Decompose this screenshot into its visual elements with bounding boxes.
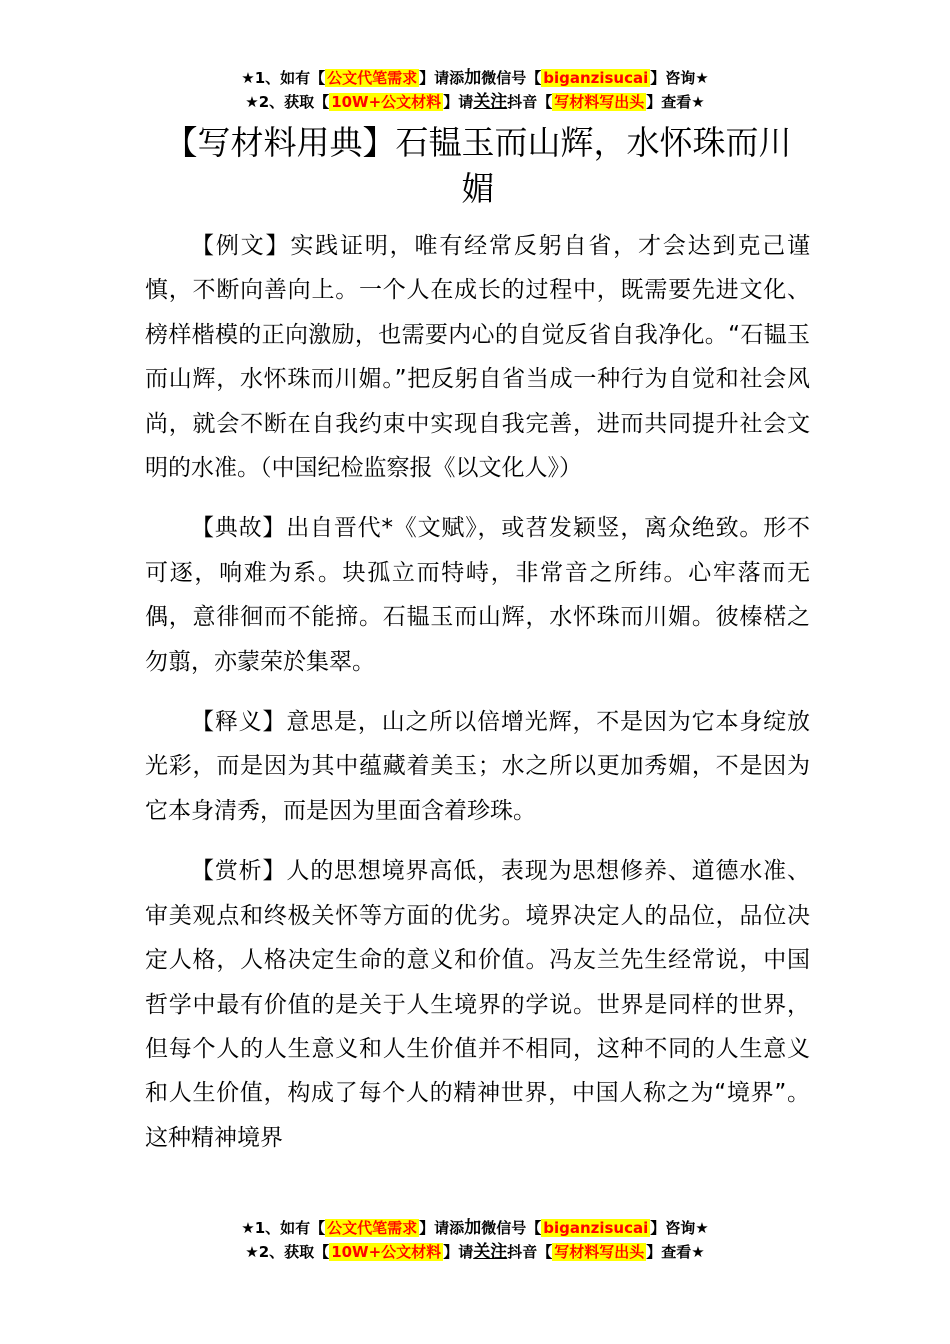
paragraph-meaning: 【释义】意思是，山之所以倍增光辉，不是因为它本身绽放光彩，而是因为其中蕴藏着美玉；水之所以更加秀媚，不是因为它本身清秀，而是因为里面含着珍珠。	[145, 709, 810, 824]
banner-text: 】查看★	[646, 1243, 705, 1261]
banner-highlight: biganzisucai	[543, 1219, 649, 1237]
banner-highlight: biganzisucai	[543, 69, 649, 87]
footer-banner	[0, 1216, 950, 1264]
title-line: 媚	[461, 169, 495, 208]
banner-text: 微信号【	[481, 69, 542, 87]
banner-line-2	[0, 90, 950, 114]
banner-text: ★2、获取【	[245, 93, 330, 111]
title-line: 【写材料用典】石韫玉而山辉，水怀珠而川	[164, 123, 792, 162]
banner-text: ★1、如有【	[241, 1219, 326, 1237]
banner-line-1	[0, 1216, 950, 1240]
banner-text: 】请	[443, 93, 474, 111]
banner-text: 关注	[473, 92, 508, 112]
banner-text: 】咨询★	[650, 69, 709, 87]
banner-text: 】请添	[419, 1219, 465, 1237]
header-banner	[0, 66, 950, 114]
paragraph-analysis: 【赏析】人的思想境界高低，表现为思想修养、道德水准、审美观点和终极关怀等方面的优劣。境界决定人的品位，品位决定人格，人格决定生命的意义和价值。冯友兰先生经常说，中国哲学中最有价值的是关于人生境界的学说。世界是同样的世界，但每个人的人生意义和人生价值并不相同，这种不同的人生意义和人生价值，构成了每个人的精神世界，中国人称之为“境界”。这种精神境界	[145, 858, 810, 1151]
banner-text: ★1、如有【	[241, 69, 326, 87]
banner-highlight: 写材料写出头	[554, 1243, 645, 1261]
banner-highlight: 10W+公文材料	[331, 93, 442, 111]
paragraph-example: 【例文】实践证明，唯有经常反躬自省，才会达到克己谨慎，不断向善向上。一个人在成长的过程中，既需要先进文化、榜样楷模的正向激励，也需要内心的自觉反省自我净化。“石韫玉而山辉，水怀珠而川媚。”把反躬自省当成一种行为自觉和社会风尚，就会不断在自我约束中实现自我完善，进而共同提升社会文明的水准。（中国纪检监察报《以文化人》）	[145, 233, 810, 482]
banner-text: 】查看★	[646, 93, 705, 111]
banner-text: 抖音【	[507, 1243, 553, 1261]
banner-text: 微信号【	[481, 1219, 542, 1237]
banner-highlight: 公文代笔需求	[327, 1219, 418, 1237]
banner-text: 】咨询★	[650, 1219, 709, 1237]
paragraph-allusion: 【典故】出自晋代*《文赋》，或苕发颖竖，离众绝致。形不可逐，响难为系。块孤立而特峙，非常音之所纬。心牢落而无偶，意徘徊而不能揥。石韫玉而山辉，水怀珠而川媚。彼榛楛之勿翦，亦蒙荣於集翠。	[145, 515, 810, 675]
banner-line-2	[0, 1240, 950, 1264]
banner-highlight: 10W+公文材料	[331, 1243, 442, 1261]
banner-highlight: 写材料写出头	[554, 93, 645, 111]
banner-text: 】请	[443, 1243, 474, 1261]
page-title	[148, 120, 808, 212]
banner-text: ★2、获取【	[245, 1243, 330, 1261]
document-body	[145, 224, 810, 1176]
banner-highlight: 公文代笔需求	[327, 69, 418, 87]
banner-text: 加	[464, 68, 482, 88]
banner-text: 加	[464, 1218, 482, 1238]
banner-text: 】请添	[419, 69, 465, 87]
banner-text: 抖音【	[507, 93, 553, 111]
banner-line-1	[0, 66, 950, 90]
banner-text: 关注	[473, 1242, 508, 1262]
